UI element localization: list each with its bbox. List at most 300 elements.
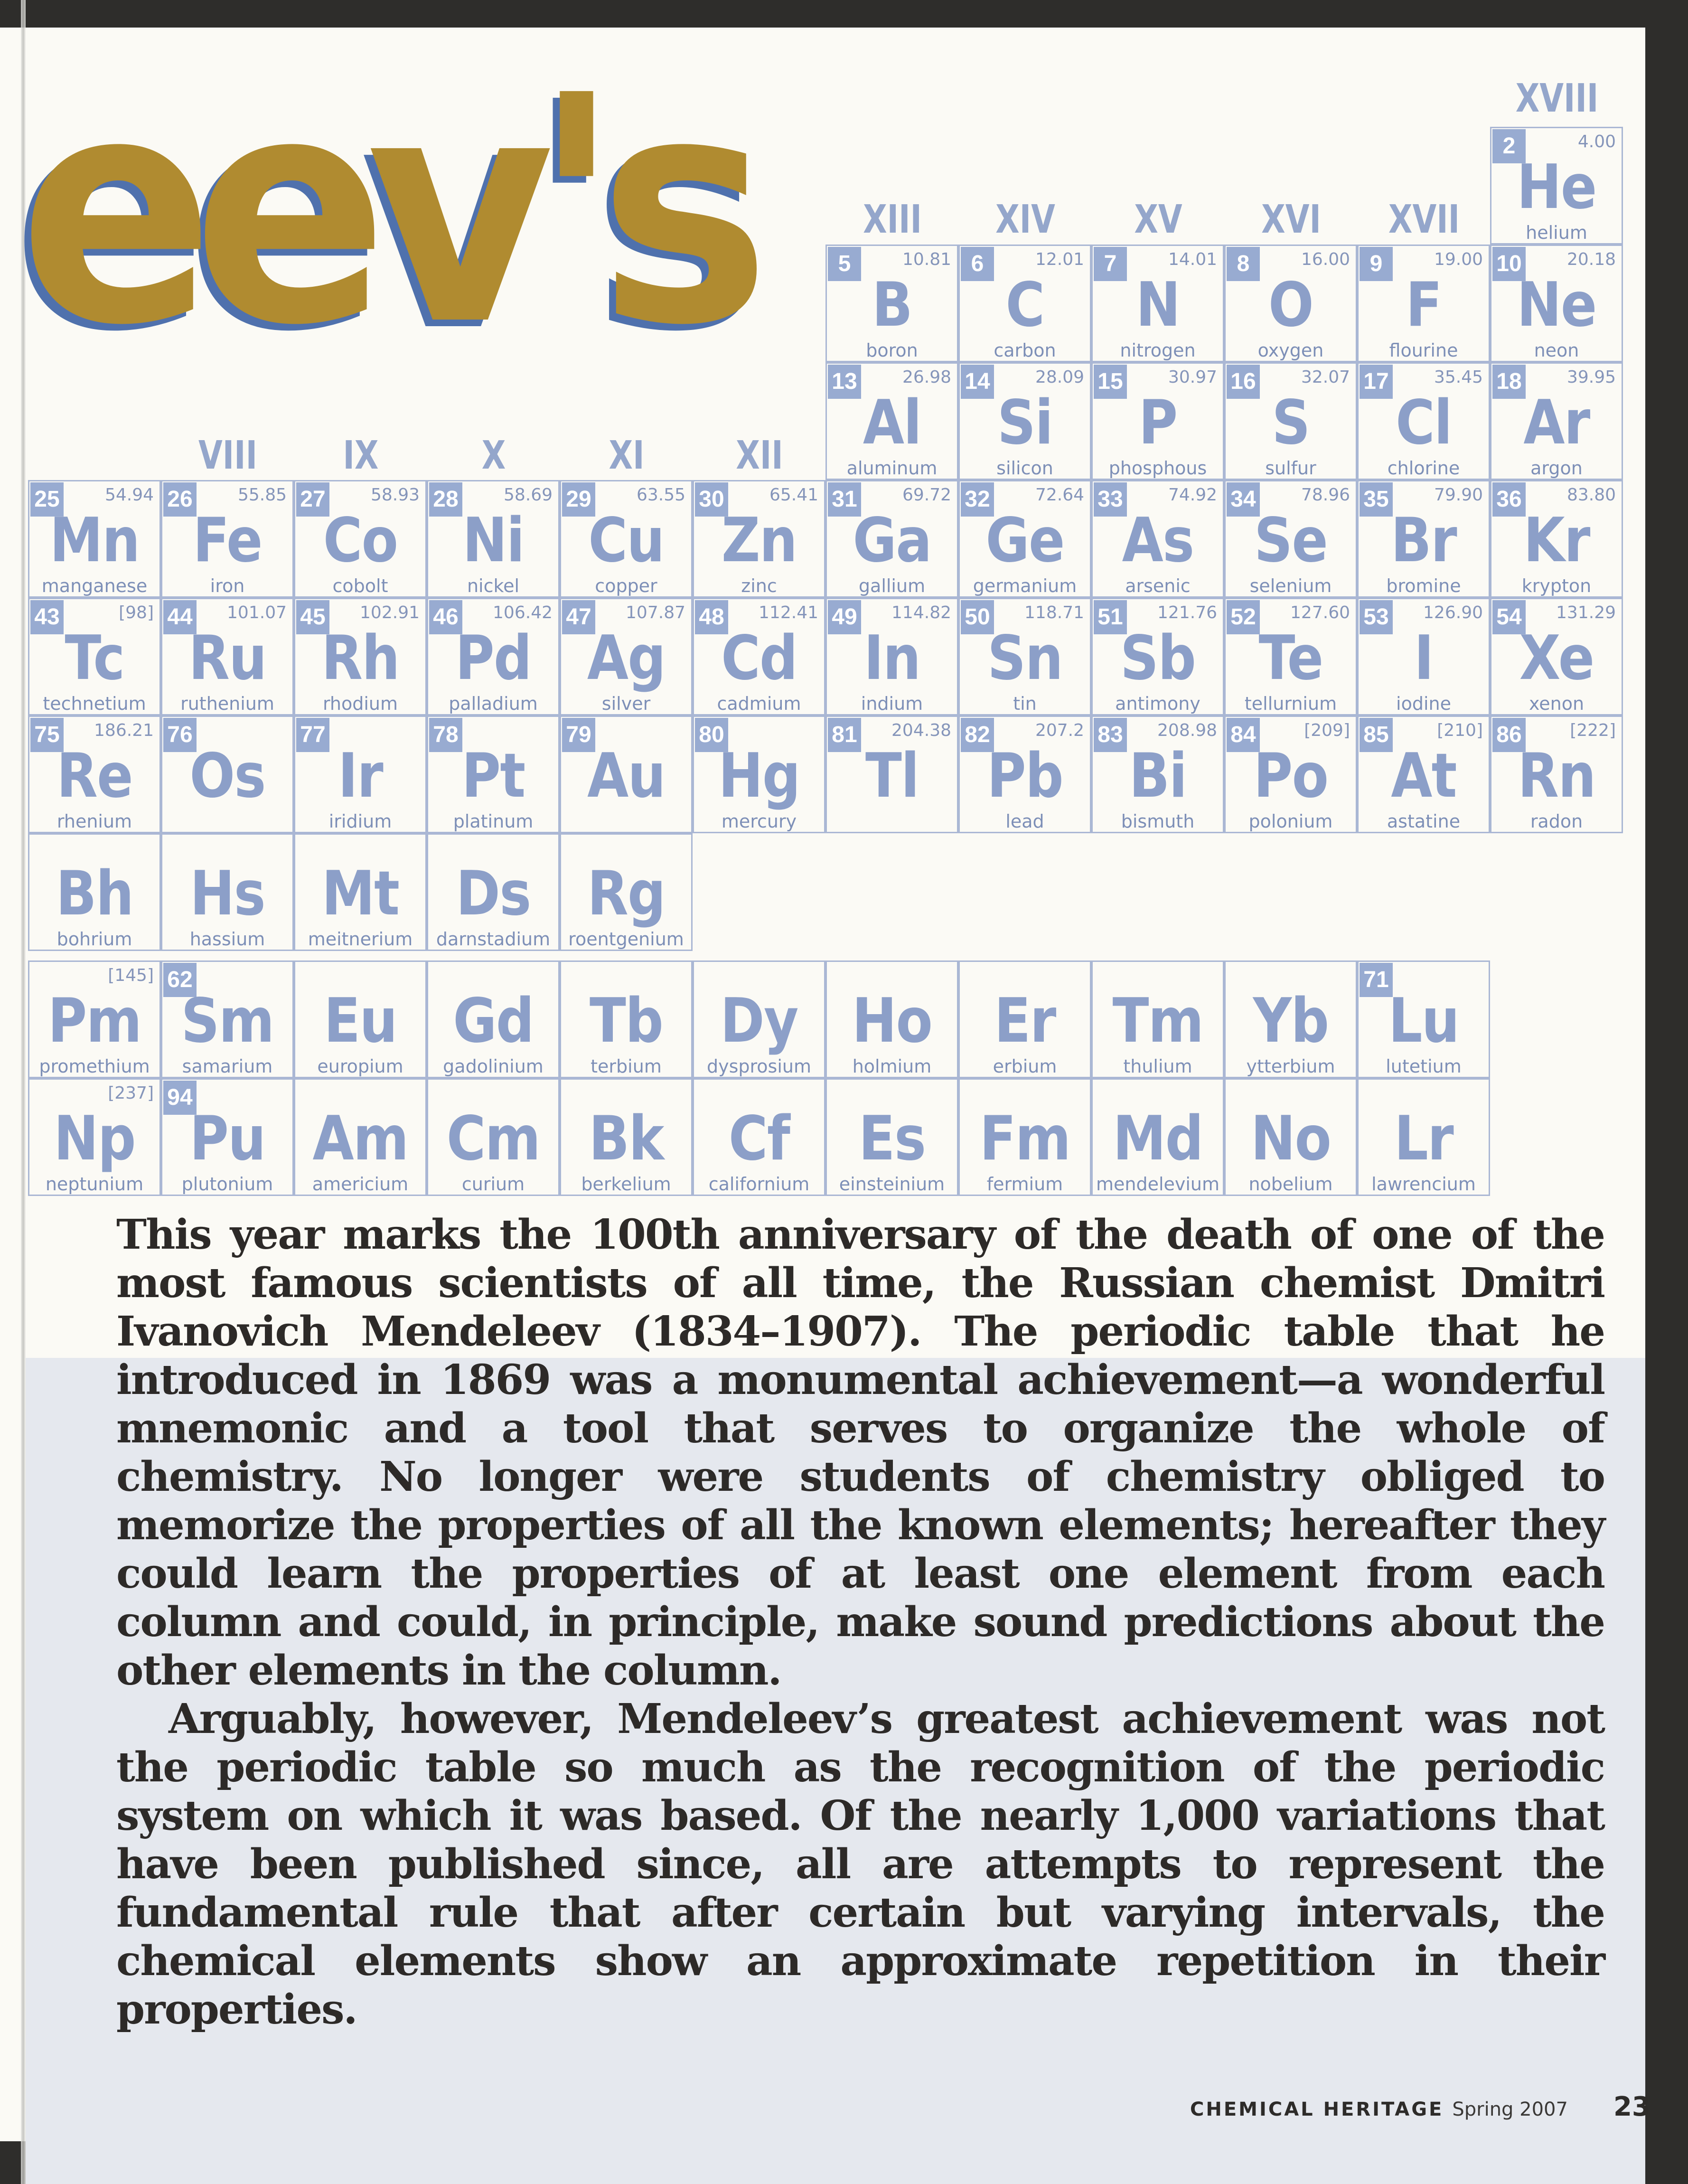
element-symbol: B [872, 270, 912, 340]
element-cell-Ds [427, 833, 560, 951]
element-name: gadolinium [443, 1056, 544, 1077]
atomic-weight: 114.82 [891, 603, 951, 622]
element-cell-Fm [958, 1078, 1091, 1196]
element-cell-Np [28, 1078, 161, 1196]
element-symbol: He [1517, 152, 1596, 223]
element-name: meitnerium [308, 929, 413, 950]
element-cell-In [825, 598, 958, 715]
element-cell-Es [825, 1078, 958, 1196]
element-symbol: Am [312, 1103, 408, 1174]
element-symbol: Yb [1253, 986, 1329, 1056]
atomic-number: 94 [163, 1081, 197, 1115]
element-cell-Lu [1357, 960, 1490, 1078]
element-cell-Rn [1490, 715, 1623, 833]
element-symbol: Si [997, 387, 1053, 458]
element-cell-Pm [28, 960, 161, 1078]
element-symbol: Co [323, 505, 398, 576]
atomic-number: 84 [1227, 718, 1260, 752]
atomic-number: 76 [163, 718, 197, 752]
element-name: bohrium [56, 929, 132, 950]
atomic-weight: 118.71 [1024, 603, 1084, 622]
element-symbol: Tm [1112, 986, 1203, 1056]
group-label-xiv: XIV [995, 197, 1055, 242]
atomic-weight: 35.45 [1434, 367, 1483, 387]
atomic-number: 34 [1227, 482, 1260, 517]
atomic-weight: 186.21 [94, 721, 154, 740]
element-cell-Br [1357, 480, 1490, 598]
element-name: cobolt [332, 575, 388, 596]
element-name: aluminum [846, 458, 938, 479]
atomic-number: 75 [30, 718, 64, 752]
element-symbol: Ds [456, 858, 531, 929]
element-name: europium [317, 1056, 403, 1077]
atomic-number: 83 [1094, 718, 1127, 752]
element-cell-Er [958, 960, 1091, 1078]
atomic-number: 85 [1360, 718, 1393, 752]
issue-date: Spring 2007 [1452, 2099, 1568, 2120]
element-cell-Cm [427, 1078, 560, 1196]
element-symbol: Cf [728, 1103, 790, 1174]
group-label-ix: IX [343, 433, 379, 478]
element-cell-Gd [427, 960, 560, 1078]
element-symbol: Lu [1388, 986, 1459, 1056]
atomic-number: 82 [961, 718, 994, 752]
element-symbol: Cl [1396, 387, 1452, 458]
atomic-number: 25 [30, 482, 64, 517]
element-cell-Cu [560, 480, 693, 598]
element-symbol: Ru [188, 623, 266, 694]
atomic-number: 7 [1094, 247, 1127, 281]
element-name: thulium [1123, 1056, 1192, 1077]
element-symbol: As [1122, 505, 1194, 576]
element-name: iodine [1396, 693, 1451, 714]
headline-title: eev's [19, 28, 749, 394]
element-symbol: Ho [852, 986, 932, 1056]
element-symbol: Se [1254, 505, 1327, 576]
element-name: roentgenium [568, 929, 684, 950]
element-name: radon [1530, 811, 1583, 832]
element-name: xenon [1529, 693, 1585, 714]
atomic-number: 18 [1492, 365, 1526, 399]
element-symbol: Pd [455, 623, 531, 694]
element-name: americium [312, 1174, 409, 1195]
element-name: cadmium [717, 693, 801, 714]
element-symbol: Rg [587, 858, 665, 929]
atomic-weight: 58.69 [503, 485, 553, 505]
atomic-weight: 74.92 [1168, 485, 1217, 505]
atomic-weight: 131.29 [1556, 603, 1616, 622]
element-cell-Md [1091, 1078, 1224, 1196]
element-cell-Ar [1490, 362, 1623, 480]
element-symbol: Er [994, 986, 1056, 1056]
element-symbol: F [1406, 270, 1442, 340]
element-name: polonium [1248, 811, 1333, 832]
atomic-weight: 4.00 [1577, 132, 1616, 151]
element-name: promethium [39, 1056, 150, 1077]
element-symbol: Rh [321, 623, 399, 694]
element-name: helium [1526, 222, 1587, 243]
element-symbol: Ir [338, 741, 383, 811]
atomic-number: 54 [1492, 600, 1526, 634]
element-cell-As [1091, 480, 1224, 598]
element-name: silver [601, 693, 651, 714]
atomic-number: 49 [828, 600, 861, 634]
element-name: curium [461, 1174, 525, 1195]
element-name: erbium [993, 1056, 1057, 1077]
atomic-weight: 83.80 [1566, 485, 1616, 505]
atomic-weight: [209] [1304, 721, 1350, 740]
element-name: berkelium [581, 1174, 671, 1195]
element-cell-Cd [693, 598, 825, 715]
element-symbol: P [1138, 387, 1177, 458]
atomic-number: 9 [1360, 247, 1393, 281]
atomic-number: 10 [1492, 247, 1526, 281]
element-symbol: Np [54, 1103, 135, 1174]
element-symbol: Cm [446, 1103, 540, 1174]
atomic-number: 33 [1094, 482, 1127, 517]
element-name: samarium [182, 1056, 273, 1077]
element-name: copper [595, 575, 657, 596]
atomic-weight: 63.55 [636, 485, 685, 505]
element-name: rhodium [322, 693, 398, 714]
element-symbol: In [863, 623, 920, 694]
atomic-number: 80 [695, 718, 728, 752]
atomic-number: 71 [1360, 963, 1393, 997]
element-symbol: Rn [1518, 741, 1595, 811]
element-cell-Yb [1224, 960, 1357, 1078]
element-cell-Sn [958, 598, 1091, 715]
element-name: lead [1005, 811, 1044, 832]
element-name: californium [708, 1174, 810, 1195]
element-cell-Pb [958, 715, 1091, 833]
page-number: 23 [1613, 2091, 1650, 2122]
element-name: carbon [994, 340, 1056, 361]
element-cell-C [958, 245, 1091, 362]
atomic-number: 43 [30, 600, 64, 634]
atomic-weight: [237] [108, 1083, 154, 1103]
element-symbol: Lr [1394, 1103, 1453, 1174]
atomic-number: 46 [429, 600, 462, 634]
element-name: bismuth [1121, 811, 1195, 832]
paragraph-1: This year marks the 100th anniversary of the death of one of the most famous scientists of all time, the Russian chemist Dmitri Ivanovich Mendeleev (1834–1907). The periodic table that he introduced in 1869 was a monumental achievement—a wonderful mnemonic and a tool that serves to organize the whole of chemistry. No longer were students of chemistry obliged to memorize the properties of all the known elements; hereafter they could learn the properties of at least one element from each column and could, in principle, make sound predictions about the other elements in the column. [116, 1211, 1604, 1694]
element-symbol: Bk [589, 1103, 664, 1174]
element-symbol: Te [1258, 623, 1323, 694]
element-symbol: Zn [721, 505, 797, 576]
element-symbol: Sn [987, 623, 1062, 694]
atomic-weight: 58.93 [370, 485, 420, 505]
element-name: technetium [43, 693, 146, 714]
element-symbol: Ag [587, 623, 666, 694]
element-cell-He [1490, 127, 1623, 245]
atomic-weight: 54.94 [104, 485, 154, 505]
element-cell-Pt [427, 715, 560, 833]
element-name: mercury [721, 811, 797, 832]
element-cell-B [825, 245, 958, 362]
element-name: bromine [1386, 575, 1461, 596]
atomic-weight: [222] [1570, 721, 1616, 740]
atomic-number: 50 [961, 600, 994, 634]
group-label-x: X [481, 433, 506, 478]
element-symbol: Hs [190, 858, 265, 929]
atomic-number: 17 [1360, 365, 1393, 399]
element-cell-Xe [1490, 598, 1623, 715]
element-symbol: Kr [1523, 505, 1590, 576]
element-name: tin [1013, 693, 1037, 714]
atomic-number: 32 [961, 482, 994, 517]
element-symbol: I [1414, 623, 1434, 694]
element-cell-S [1224, 362, 1357, 480]
atomic-number: 62 [163, 963, 197, 997]
element-cell-Bk [560, 1078, 693, 1196]
atomic-weight: 12.01 [1035, 250, 1084, 269]
element-symbol: S [1272, 387, 1310, 458]
atomic-number: 14 [961, 365, 994, 399]
element-symbol: Au [587, 741, 665, 811]
atomic-weight: 208.98 [1157, 721, 1217, 740]
atomic-weight: 39.95 [1566, 367, 1616, 387]
atomic-number: 53 [1360, 600, 1393, 634]
element-name: krypton [1521, 575, 1592, 596]
atomic-weight: 127.60 [1290, 603, 1350, 622]
element-symbol: Po [1253, 741, 1328, 811]
element-name: lawrencium [1371, 1174, 1476, 1195]
element-name: fermium [986, 1174, 1063, 1195]
atomic-weight: 101.07 [227, 603, 287, 622]
atomic-weight: 14.01 [1168, 250, 1217, 269]
atomic-weight: 79.90 [1434, 485, 1483, 505]
atomic-number: 29 [562, 482, 595, 517]
element-cell-At [1357, 715, 1490, 833]
magazine-name: CHEMICAL HERITAGE [1190, 2099, 1444, 2120]
element-cell-Ru [161, 598, 294, 715]
element-symbol: O [1268, 270, 1313, 340]
atomic-weight: 16.00 [1301, 250, 1350, 269]
element-cell-Bi [1091, 715, 1224, 833]
atomic-number: 28 [429, 482, 462, 517]
element-symbol: Ne [1517, 270, 1596, 340]
element-cell-P [1091, 362, 1224, 480]
atomic-weight: 30.97 [1168, 367, 1217, 387]
element-cell-Ge [958, 480, 1091, 598]
atomic-weight: 102.91 [360, 603, 420, 622]
element-cell-Rg [560, 833, 693, 951]
element-symbol: Hg [718, 741, 800, 811]
atomic-number: 16 [1227, 365, 1260, 399]
atomic-weight: [98] [119, 603, 154, 622]
atomic-weight: 69.72 [902, 485, 951, 505]
element-cell-Hg [693, 715, 825, 833]
element-symbol: Br [1391, 505, 1456, 576]
element-symbol: Ni [462, 505, 524, 576]
element-symbol: N [1135, 270, 1180, 340]
element-cell-Pu [161, 1078, 294, 1196]
element-cell-Ni [427, 480, 560, 598]
element-symbol: Re [56, 741, 132, 811]
element-cell-Dy [693, 960, 825, 1078]
element-cell-Tb [560, 960, 693, 1078]
element-cell-Tc [28, 598, 161, 715]
atomic-number: 35 [1360, 482, 1393, 517]
element-name: nitrogen [1120, 340, 1196, 361]
element-symbol: Cd [721, 623, 797, 694]
element-symbol: Fe [193, 505, 262, 576]
element-name: nobelium [1248, 1174, 1333, 1195]
group-label-xi: XI [609, 433, 645, 478]
atomic-number: 45 [296, 600, 329, 634]
atomic-number: 48 [695, 600, 728, 634]
group-label-viii: VIII [198, 433, 257, 478]
element-symbol: Pm [47, 986, 141, 1056]
atomic-number: 5 [828, 247, 861, 281]
element-name: silicon [996, 458, 1053, 479]
element-name: ruthenium [180, 693, 274, 714]
element-cell-Po [1224, 715, 1357, 833]
element-name: arsenic [1125, 575, 1191, 596]
atomic-number: 36 [1492, 482, 1526, 517]
element-cell-Au [560, 715, 693, 833]
atomic-weight: 107.87 [626, 603, 685, 622]
atomic-weight: 26.98 [902, 367, 951, 387]
element-symbol: Eu [324, 986, 397, 1056]
element-symbol: Tb [590, 986, 663, 1056]
atomic-number: 44 [163, 600, 197, 634]
atomic-weight: 106.42 [493, 603, 553, 622]
group-label-xvi: XVI [1261, 197, 1321, 242]
element-cell-Lr [1357, 1078, 1490, 1196]
element-cell-Ho [825, 960, 958, 1078]
element-name: gallium [858, 575, 926, 596]
element-cell-Te [1224, 598, 1357, 715]
element-cell-Zn [693, 480, 825, 598]
element-symbol: Tl [865, 741, 919, 811]
element-name: boron [866, 340, 918, 361]
atomic-number: 47 [562, 600, 595, 634]
element-cell-Mt [294, 833, 427, 951]
element-symbol: At [1391, 741, 1456, 811]
element-symbol: Dy [720, 986, 798, 1056]
element-symbol: Cu [588, 505, 664, 576]
group-label-xiii: XIII [863, 197, 922, 242]
element-name: ytterbium [1246, 1056, 1335, 1077]
atomic-number: 86 [1492, 718, 1526, 752]
element-name: lutetium [1386, 1056, 1462, 1077]
atomic-number: 13 [828, 365, 861, 399]
magazine-page [0, 28, 1650, 2141]
element-cell-Se [1224, 480, 1357, 598]
element-name: chlorine [1387, 458, 1460, 479]
element-name: selenium [1249, 575, 1332, 596]
element-name: rhenium [56, 811, 132, 832]
element-cell-Re [28, 715, 161, 833]
element-cell-No [1224, 1078, 1357, 1196]
element-cell-Tl [825, 715, 958, 833]
element-name: dysprosium [706, 1056, 812, 1077]
element-name: einsteinium [839, 1174, 945, 1195]
element-cell-Co [294, 480, 427, 598]
atomic-weight: 32.07 [1301, 367, 1350, 387]
group-label-xv: XV [1134, 197, 1182, 242]
element-cell-Sm [161, 960, 294, 1078]
element-cell-Ir [294, 715, 427, 833]
atomic-number: 30 [695, 482, 728, 517]
atomic-weight: 78.96 [1301, 485, 1350, 505]
element-symbol: Sm [181, 986, 274, 1056]
element-cell-N [1091, 245, 1224, 362]
element-symbol: Os [189, 741, 265, 811]
element-name: hassium [189, 929, 265, 950]
element-cell-I [1357, 598, 1490, 715]
element-cell-F [1357, 245, 1490, 362]
element-symbol: Fm [979, 1103, 1070, 1174]
element-name: flourine [1389, 340, 1458, 361]
atomic-weight: 112.41 [759, 603, 818, 622]
element-cell-Kr [1490, 480, 1623, 598]
element-cell-Cl [1357, 362, 1490, 480]
group-label-xvii: XVII [1388, 197, 1460, 242]
atomic-weight: [210] [1437, 721, 1483, 740]
atomic-number: 81 [828, 718, 861, 752]
element-symbol: Ar [1523, 387, 1590, 458]
element-symbol: Mt [321, 858, 399, 929]
element-name: holmium [852, 1056, 932, 1077]
atomic-number: 15 [1094, 365, 1127, 399]
atomic-weight: 207.2 [1035, 721, 1084, 740]
element-symbol: Ga [853, 505, 931, 576]
element-cell-Si [958, 362, 1091, 480]
atomic-number: 51 [1094, 600, 1127, 634]
element-cell-Fe [161, 480, 294, 598]
page-footer [1190, 2091, 1650, 2122]
element-name: astatine [1387, 811, 1461, 832]
element-name: sulfur [1265, 458, 1316, 479]
element-symbol: Bh [56, 858, 133, 929]
atomic-weight: 121.76 [1157, 603, 1217, 622]
element-symbol: Es [858, 1103, 926, 1174]
atomic-weight: 20.18 [1566, 250, 1616, 269]
element-symbol: Pu [189, 1103, 265, 1174]
element-cell-Al [825, 362, 958, 480]
atomic-weight: 65.41 [769, 485, 818, 505]
element-name: terbium [591, 1056, 662, 1077]
element-cell-Rh [294, 598, 427, 715]
element-cell-Ne [1490, 245, 1623, 362]
element-symbol: No [1250, 1103, 1331, 1174]
element-symbol: Bi [1129, 741, 1187, 811]
element-cell-Hs [161, 833, 294, 951]
atomic-weight: 10.81 [902, 250, 951, 269]
element-name: antimony [1115, 693, 1200, 714]
element-name: phosphous [1108, 458, 1207, 479]
atomic-weight: 204.38 [891, 721, 951, 740]
element-symbol: Al [863, 387, 921, 458]
element-cell-Os [161, 715, 294, 833]
atomic-weight: 19.00 [1434, 250, 1483, 269]
atomic-weight: 72.64 [1035, 485, 1084, 505]
element-name: palladium [449, 693, 538, 714]
element-name: manganese [41, 575, 148, 596]
element-name: iron [210, 575, 245, 596]
element-name: darnstadium [436, 929, 551, 950]
element-name: neptunium [45, 1174, 144, 1195]
atomic-number: 77 [296, 718, 329, 752]
element-name: zinc [741, 575, 777, 596]
article-body [116, 1211, 1604, 2034]
element-name: germanium [973, 575, 1077, 596]
atomic-number: 31 [828, 482, 861, 517]
element-cell-Bh [28, 833, 161, 951]
element-name: tellurnium [1244, 693, 1337, 714]
element-symbol: Ge [985, 505, 1064, 576]
